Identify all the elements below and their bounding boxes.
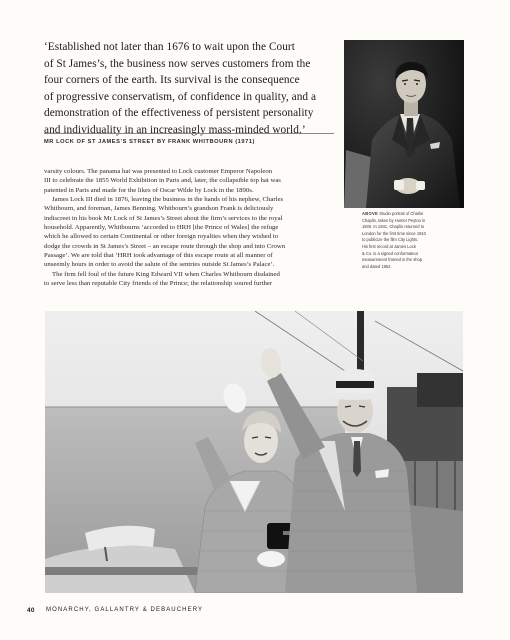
caption-line: measurement framed in the shop (362, 257, 423, 263)
caption-line: His first record at James Lock (362, 243, 416, 249)
running-head: MONARCHY, GALLANTRY & DEBAUCHERY (46, 607, 204, 613)
body-line: which he allowed to certain Continental or other foreign royalties when they wished to (44, 233, 279, 241)
body-line: household. Apparently, Whitbourns ‘accorded to HRH [the Prince of Wales] the refuge (44, 224, 279, 232)
caption-line: 1930. In 1931, Chaplin returned to (362, 224, 425, 230)
quote-line: demonstration of the effectiveness of persistent personality (44, 107, 314, 120)
caption-line: and dated 1952. (362, 263, 392, 269)
body-line: to serve less than reputable City friends of the Prince; the relationship soured further (44, 280, 273, 288)
caption-lead: ABOVE (362, 211, 379, 216)
chaplin-portrait-photo (344, 40, 464, 208)
caption-line: to publicize the film City Lights. (362, 237, 419, 243)
page-number: 40 (27, 607, 35, 614)
photo-caption (362, 211, 464, 270)
body-line: patented in Paris and made for the likes of Oscar Wilde by Lock in the 1890s. (44, 186, 254, 194)
body-line: III to celebrate the 1855 World Exhibition in Paris and, later, the collapsible top hat was (44, 177, 281, 185)
quote-line: of progressive conservatism, of confidence in quality, and a (44, 90, 317, 103)
quote-line: and individuality in an increasingly mass-minded world.’ (44, 123, 306, 136)
body-line: Whitbourn, and foreman, James Benning. Whitbourn’s grandson Frank is deliciously (44, 205, 274, 213)
body-text (44, 167, 328, 288)
body-line: varsity colours. The panama hat was presented to Lock customer Emperor Napoleon (44, 168, 273, 175)
body-line: James Lock III died in 1876, leaving the business in the hands of his nephew, Charles (52, 196, 284, 204)
caption-line: & Co. is a signed conformateur (362, 250, 419, 256)
body-line: unseemly hours in order to avoid the salute of the sentries outside St James’s Palace’. (44, 261, 275, 269)
quote-attribution: MR LOCK OF ST JAMES’S STREET BY FRANK WHITBOURN (1971) (44, 133, 334, 145)
body-line: Passage’. We are told that ‘HRH took advantage of this escape route at all manner of (44, 252, 273, 260)
body-line: indiscreet in his book Mr Lock of St James’s Street about the firm’s services to the royal (44, 214, 283, 222)
caption-line: Studio portrait of Charlie (379, 211, 424, 216)
caption-line: Chaplin, taken by Homer Peyton in (362, 217, 426, 223)
couple-waving-photo (45, 311, 463, 593)
caption-line: London for the first time since 1910 (362, 230, 426, 236)
pull-quote (44, 39, 338, 139)
quote-line: four corners of the earth. Its survival is the consequence (44, 74, 300, 87)
quote-line: of St James’s, the business now serves customers from the (44, 57, 311, 70)
body-line: The firm fell foul of the future King Edward VII when Charles Whitbourn disdained (52, 270, 280, 278)
quote-line: ‘Established not later than 1676 to wait upon the Court (44, 41, 295, 53)
body-line: dodge the crowds in St James’s Street – an escape route through the shop and into Crown (44, 242, 286, 250)
